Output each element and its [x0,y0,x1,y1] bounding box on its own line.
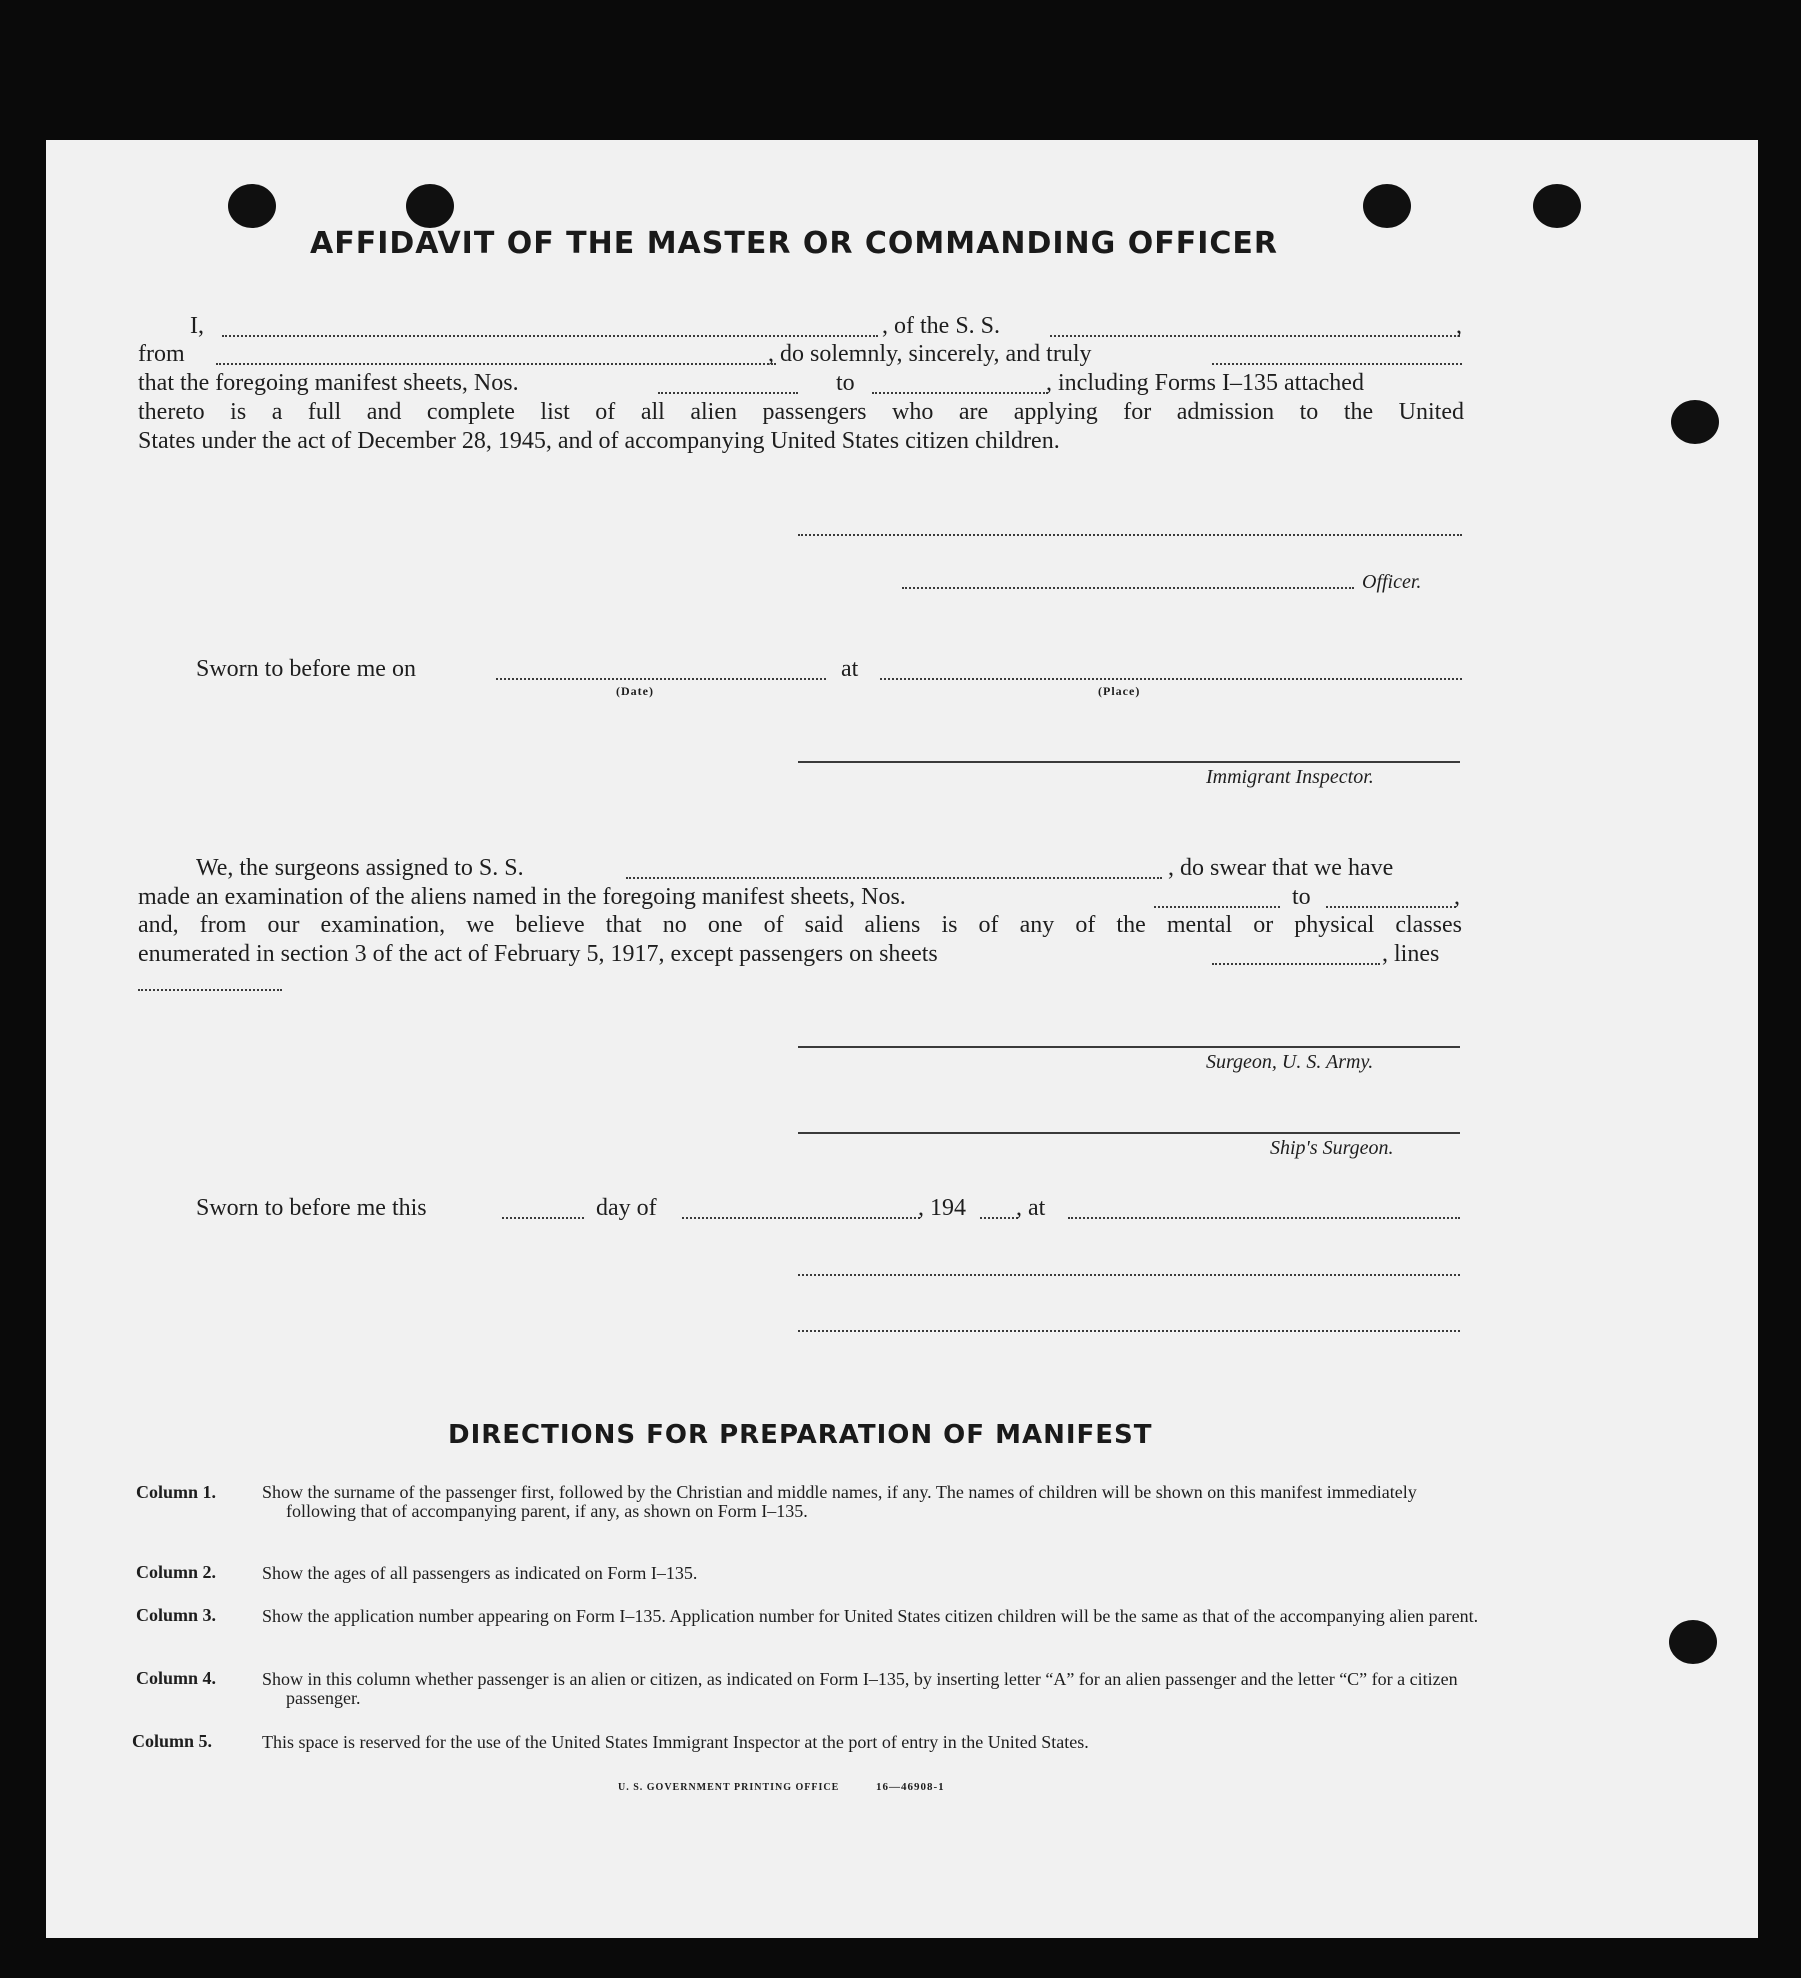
affirm-blank [1212,363,1462,365]
affidavit-line1-c: , [1456,313,1462,339]
surgeons-sheet-to-blank [1326,906,1456,908]
army-surgeon-caption: Surgeon, U. S. Army. [1206,1051,1374,1073]
directions-title: DIRECTIONS FOR PREPARATION OF MANIFEST [448,1420,1153,1450]
date-caption: (Date) [616,684,654,698]
column-3-label: Column 3. [136,1605,217,1625]
sworn-at2-label: , at [1016,1195,1046,1221]
exception-lines-blank [138,989,282,991]
sworn-this-label: Sworn to before me this [196,1195,427,1221]
sworn-place-blank [880,678,1462,680]
surgeons-ship-blank [626,877,1162,879]
sworn-month-blank [682,1217,920,1219]
affidavit-line2-b: , do solemnly, sincerely, and truly [768,341,1092,367]
surgeons-sheet-from-blank [1154,906,1280,908]
punch-hole [228,184,276,228]
affidavit-line2-a: from [138,341,185,367]
sworn-place2-blank [1068,1217,1460,1219]
affidavit-line1-b: , of the S. S. [882,313,1001,339]
army-surgeon-signature-line [798,1046,1460,1048]
inspector-caption: Immigrant Inspector. [1206,766,1374,788]
affidavit-line5: States under the act of December 28, 1945, and of accompanying United States citizen children. [138,428,1060,454]
affidavit-line3-b: to [836,370,855,396]
affidavit-line3-c: , including Forms I–135 attached [1046,370,1364,396]
column-5-text: This space is reserved for the use of the United States Immigrant Inspector at the port of entry in the United States. [262,1732,1089,1752]
column-3-text: Show the application number appearing on Form I–135. Application number for United States citizen children will be the same as that of the accompanying alien parent. [262,1606,1479,1626]
sworn-day-blank [502,1217,584,1219]
officer-caption: Officer. [1362,571,1422,593]
punch-hole [1671,400,1719,444]
ships-surgeon-signature-line [798,1132,1460,1134]
ships-surgeon-caption: Ship's Surgeon. [1270,1137,1394,1159]
surgeons-line1-b: , do swear that we have [1168,855,1394,881]
sheet-from-blank [658,392,798,394]
sworn-on-label: Sworn to before me on [196,656,416,682]
sworn-at-label: at [841,656,859,682]
column-2-label: Column 2. [136,1562,217,1582]
column-4-text: Show in this column whether passenger is an alien or citizen, as indicated on Form I–135, by inserting letter “A” for an alien passenger and the letter “C” for a citizen passenger. [262,1669,1458,1708]
surgeons-line2-b: to [1292,884,1311,910]
sworn-year-blank [980,1217,1018,1219]
surgeons-line4-a: enumerated in section 3 of the act of February 5, 1917, except passengers on sheets [138,941,938,967]
surgeons-line1-a: We, the surgeons assigned to S. S. [196,855,524,881]
form-page [46,140,1758,1938]
affidavit-line3-a: that the foregoing manifest sheets, Nos. [138,370,519,396]
officer-signature-line [798,534,1462,536]
column-1-text: Show the surname of the passenger first, followed by the Christian and middle names, if any. The names of children will be shown on this manifest immediately following that of accompanying parent, if any, as shown on Form I–135. [262,1482,1417,1521]
printer-imprint: U. S. GOVERNMENT PRINTING OFFICE [618,1782,840,1793]
affidavit-title: AFFIDAVIT OF THE MASTER OR COMMANDING OFFICER [310,226,1278,261]
sworn-day-of-label: day of [596,1195,657,1221]
form-code: 16—46908-1 [876,1781,945,1793]
punch-hole [1363,184,1411,228]
punch-hole [406,184,454,228]
column-1-label: Column 1. [136,1482,217,1502]
inspector-signature-line [798,761,1460,763]
punch-hole [1533,184,1581,228]
column-4-label: Column 4. [136,1668,217,1688]
officer-name-blank [222,335,878,337]
surgeons-line2-a: made an examination of the aliens named in the foregoing manifest sheets, Nos. [138,884,906,910]
affidavit-line1-a: I, [190,313,204,339]
place-caption: (Place) [1098,684,1141,698]
from-port-blank [216,363,776,365]
officer-title-line [902,587,1354,589]
column-2-text: Show the ages of all passengers as indicated on Form I–135. [262,1563,698,1583]
signature-line-extra-1 [798,1274,1460,1276]
sheet-to-blank [872,392,1048,394]
signature-line-extra-2 [798,1330,1460,1332]
surgeons-line3: and, from our examination, we believe that no one of said aliens is of any of the mental or physical classes [138,912,1462,938]
exception-sheets-blank [1212,963,1380,965]
affidavit-line4: thereto is a full and complete list of all alien passengers who are applying for admission to the United [138,399,1464,425]
punch-hole [1669,1620,1717,1664]
sworn-date-blank [496,678,826,680]
column-5-label: Column 5. [132,1731,213,1751]
sworn-year-label: , 194 [918,1195,966,1221]
surgeons-line2-c: , [1454,884,1460,910]
ship-name-blank [1050,335,1460,337]
surgeons-line4-b: , lines [1382,941,1440,967]
